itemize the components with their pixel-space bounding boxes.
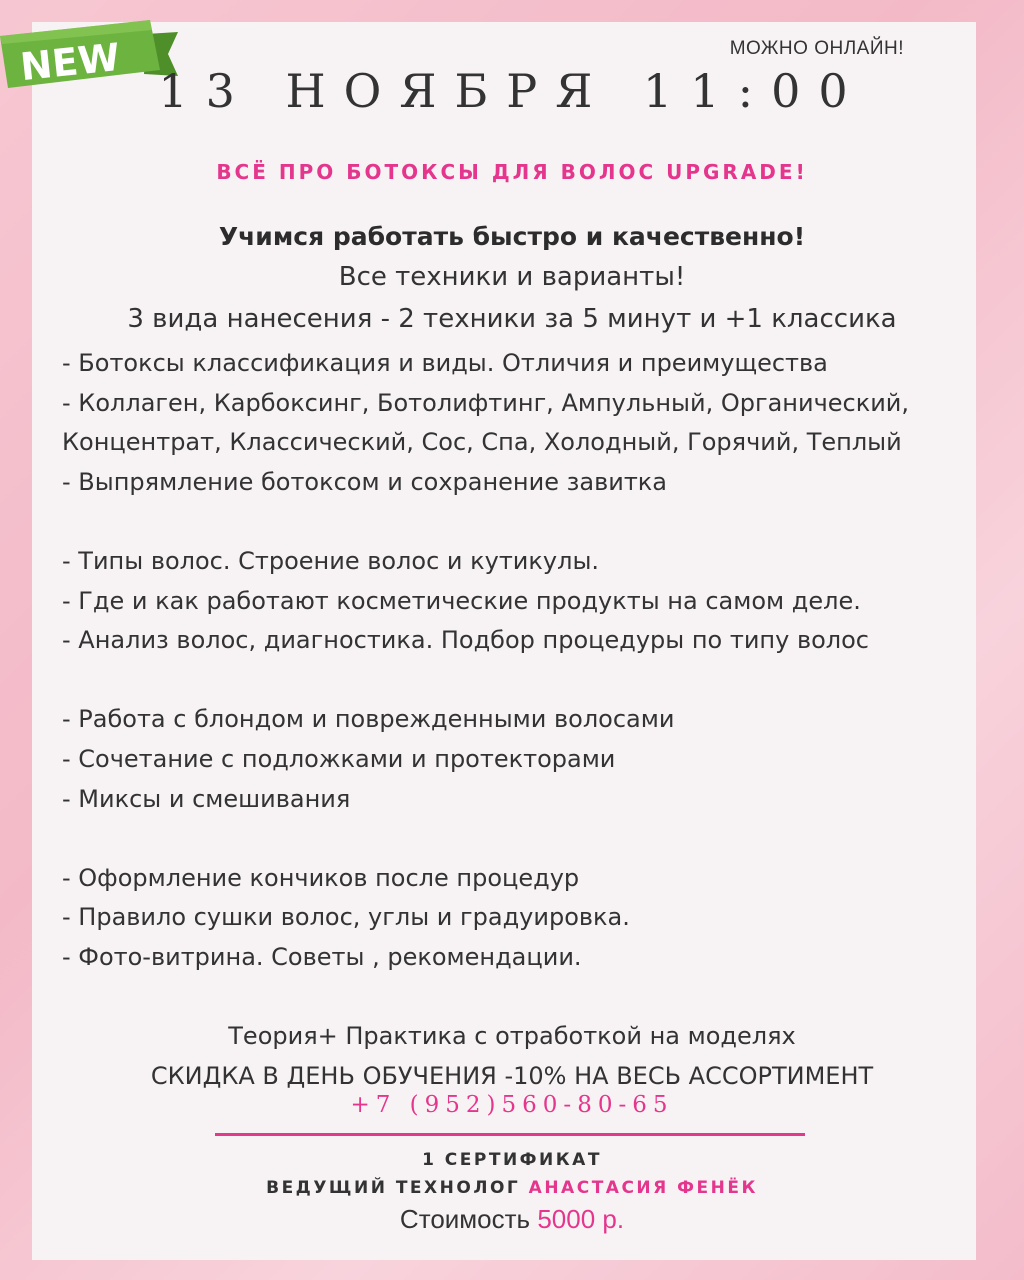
program-item: - Сочетание с подложками и протекторами — [62, 744, 616, 773]
program-list — [62, 344, 962, 978]
program-item: - Оформление кончиков после процедур — [62, 863, 580, 892]
course-title: ВСЁ ПРО БОТОКСЫ ДЛЯ ВОЛОС UPGRADE! — [216, 160, 808, 184]
lead-tech-label: ВЕДУЩИЙ ТЕХНОЛОГ — [266, 1178, 521, 1198]
phone-number[interactable]: +7 (952)560-80-65 — [350, 1092, 674, 1118]
program-gap — [62, 502, 962, 542]
lead-line: 3 вида нанесения - 2 техники за 5 минут и +1 классика — [127, 304, 897, 334]
price-label: Стоимость — [399, 1204, 531, 1234]
program-gap — [62, 819, 962, 859]
price — [0, 1204, 1024, 1235]
divider-line — [215, 1133, 805, 1136]
event-date: 13 НОЯБРЯ 11:00 — [158, 64, 866, 118]
program-item: - Анализ волос, диагностика. Подбор процедуры по типу волос — [62, 626, 869, 655]
lead-tech-name: АНАСТАСИЯ ФЕНЁК — [528, 1178, 758, 1198]
price-value: 5000 р. — [537, 1204, 625, 1234]
certificate-note: 1 СЕРТИФИКАТ — [422, 1150, 602, 1170]
lead-line: Все техники и варианты! — [338, 262, 686, 292]
program-item: - Фото-витрина. Советы , рекомендации. — [62, 942, 582, 971]
program-item: - Ботоксы классификация и виды. Отличия и преимущества — [62, 349, 828, 377]
program-item: - Коллаген, Карбоксинг, Ботолифтинг, Ампульный, Органический, — [62, 388, 910, 417]
program-item: - Выпрямление ботоксом и сохранение завитка — [62, 467, 668, 496]
new-badge-text: NEW — [18, 34, 122, 90]
lead-technologist — [0, 1178, 1024, 1198]
program-gap — [62, 661, 962, 701]
lead-headline: Учимся работать быстро и качественно! — [218, 222, 806, 251]
program-item: - Правило сушки волос, углы и градуировка. — [62, 903, 630, 932]
online-note: МОЖНО ОНЛАЙН! — [729, 38, 904, 59]
program-item: - Типы волос. Строение волос и кутикулы. — [62, 546, 600, 575]
program-item: Концентрат, Классический, Сос, Спа, Холодный, Горячий, Теплый — [62, 428, 902, 457]
theory-practice: Теория+ Практика с отработкой на моделях — [228, 1022, 796, 1050]
program-item: - Где и как работают косметические продукты на самом деле. — [62, 586, 861, 615]
discount-note: СКИДКА В ДЕНЬ ОБУЧЕНИЯ -10% НА ВЕСЬ АССОРТИМЕНТ — [150, 1062, 874, 1090]
program-item: - Миксы и смешивания — [62, 784, 351, 813]
program-item: - Работа с блондом и поврежденными волосами — [62, 705, 675, 734]
